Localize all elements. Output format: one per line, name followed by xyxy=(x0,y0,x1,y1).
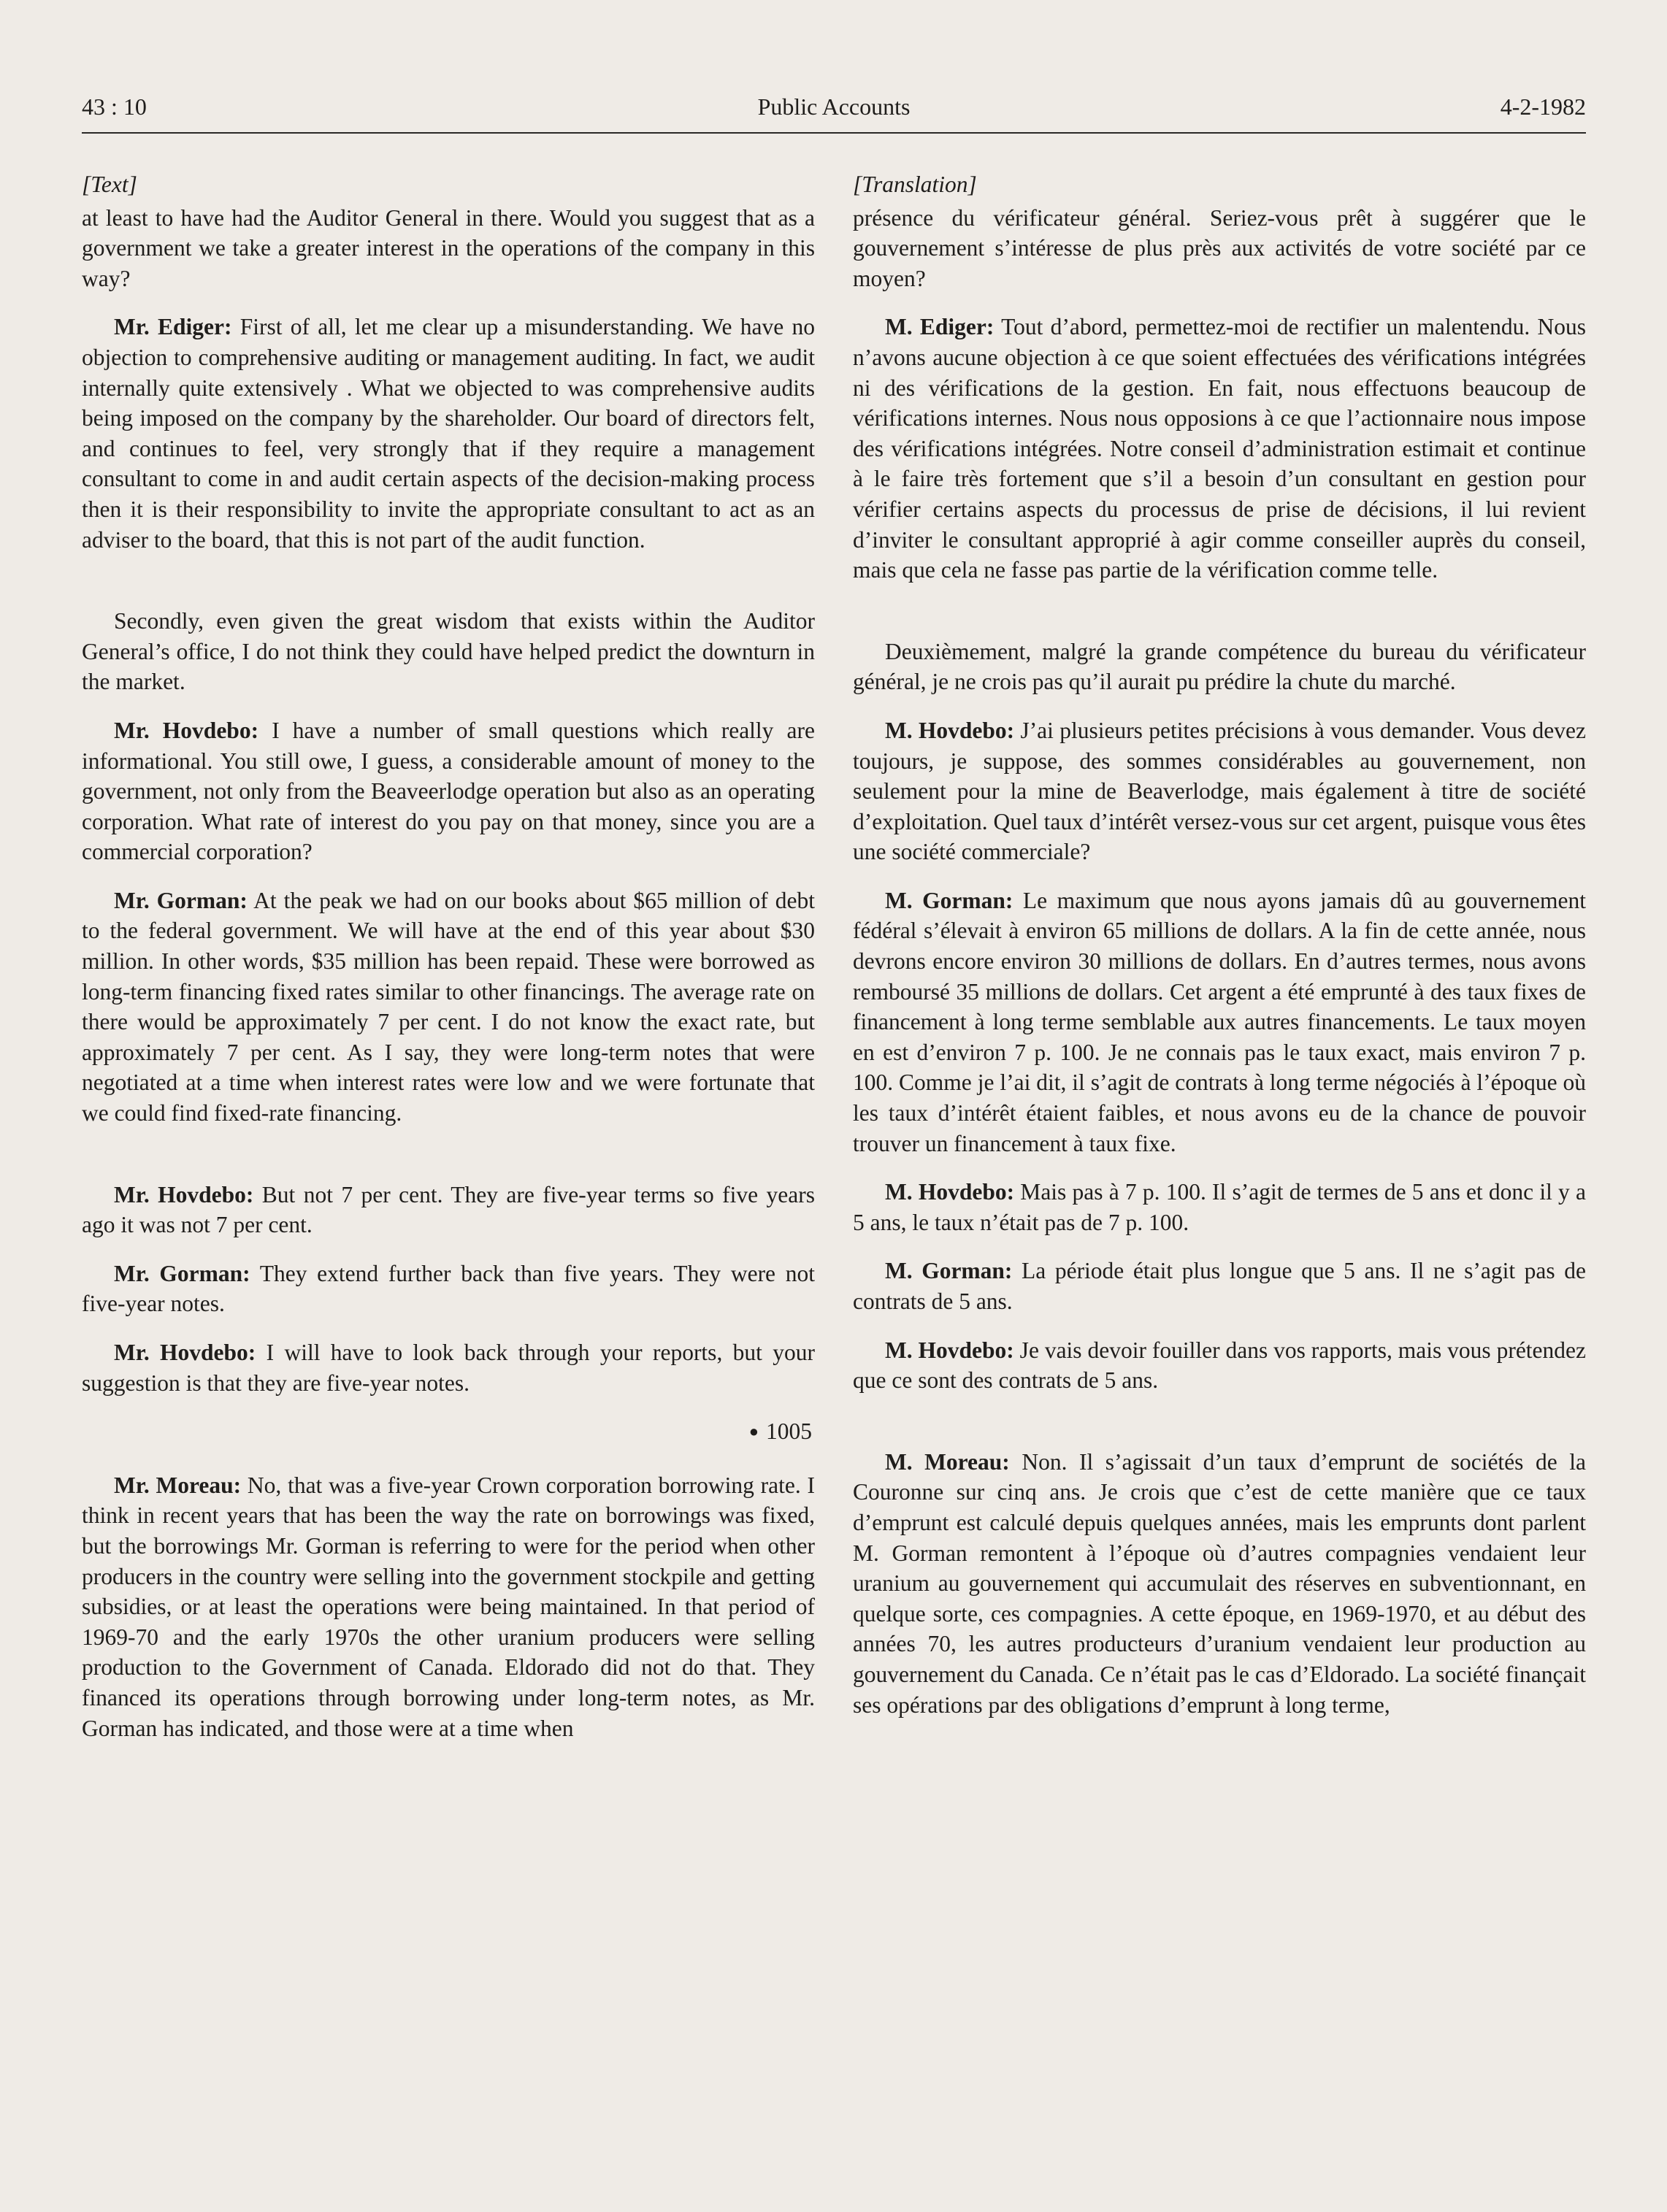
paragraph xyxy=(82,886,815,1129)
paragraph-text: I will have to look back through your reports, but your suggestion is that they are five-year notes. xyxy=(82,1340,815,1396)
paragraph xyxy=(82,203,815,294)
paragraph-text: Secondly, even given the great wisdom that exists within the Auditor General’s office, I do not think they could have helped predict the downturn in the market. xyxy=(82,608,815,695)
speaker-name: M. Gorman: xyxy=(885,1258,1013,1284)
timestamp xyxy=(82,1416,815,1447)
speaker-name: Mr. Hovdebo: xyxy=(114,1340,256,1365)
paragraph-text: J’ai plusieurs petites précisions à vous demander. Vous devez toujours, je suppose, des sommes considérables au gouvernement, non seulement pour la mine de Beaverlodge, mais également à titre de société d’exploitation. Quel taux d’intérêt versez-vous sur cet argent, puisque vous êtes une société commerciale? xyxy=(853,717,1586,865)
paragraph xyxy=(82,312,815,555)
speaker-name: Mr. Hovdebo: xyxy=(114,717,259,743)
paragraph-text: Deuxièmement, malgré la grande compétence du bureau du vérificateur général, je ne crois pas qu’il aurait pu prédire la chute du marché. xyxy=(853,638,1586,695)
paragraph-text: Mais pas à 7 p. 100. Il s’agit de termes de 5 ans et donc il y a 5 ans, le taux n’était pas de 7 p. 100. xyxy=(853,1179,1587,1235)
english-column xyxy=(82,169,815,1762)
text-label: [Text] xyxy=(82,172,137,197)
speaker-name: Mr. Hovdebo: xyxy=(114,1181,254,1207)
timestamp-text: 1005 xyxy=(766,1418,812,1445)
sitting-date: 4-2-1982 xyxy=(1500,93,1586,120)
speaker-name: Mr. Gorman: xyxy=(114,1260,250,1286)
paragraph-text: No, that was a five-year Crown corporation borrowing rate. I think in recent years that has been the way the rate on borrowings was fixed, but the borrowings Mr. Gorman is referring to were for the period when other producers in the country were selling into the government stockpile and getting subsidies, or at least the operations were being maintained. In that period of 1969-70 and the early 1970s the other uranium producers were selling production to the Government of Canada. Eldorado did not do that. They financed its operations through borrowing under long-term notes, as Mr. Gorman has indicated, and those were at a time when xyxy=(82,1472,815,1741)
paragraph-text: I have a number of small questions which really are informational. You still owe, I guess, a considerable amount of money to the government, not only from the Beaveerlodge operation but also as an operating corporation. What rate of interest do you pay on that money, since you are a commercial corporation? xyxy=(82,717,815,865)
paragraph xyxy=(853,1256,1586,1316)
paragraph xyxy=(82,606,815,697)
paragraph-text: Tout d’abord, permettez-moi de rectifier un malentendu. Nous n’avons aucune objection à ce que soient effectuées des vérifications intégrées ni des vérifications de la gestion. En fait, nous effectuons beaucoup de vérifications internes. Nous nous opposions à ce que l’actionnaire nous impose des vérifications intégrées. Notre conseil d’administration estimait et continue à le faire très fortement que s’il a besoin d’un consultant en gestion pour vérifier certains aspects du processus de prise de décisions, il lui revient d’inviter le consultant approprié à agir comme conseiller auprès du conseil, mais que cela ne fasse pas partie de la vérification comme telle. xyxy=(853,314,1587,583)
paragraph-text: at least to have had the Auditor General in there. Would you suggest that as a government we take a greater interest in the operations of the company in this way? xyxy=(82,204,815,291)
paragraph-text: But not 7 per cent. They are five-year terms so five years ago it was not 7 per cent. xyxy=(82,1181,815,1238)
paragraph xyxy=(853,715,1586,867)
paragraph xyxy=(853,637,1586,697)
paragraph xyxy=(853,312,1586,585)
paragraph xyxy=(82,715,815,867)
paragraph-text: Non. Il s’agissait d’un taux d’emprunt de sociétés de la Couronne sur cinq ans. Je crois que c’est de cette manière que ce taux d’emprunt est calculé depuis quelques années, mais les emprunts dont parlent M. Gorman remontent à l’époque où d’autres compagnies vendaient leur uranium au gouvernement qui accumulait des réserves en subventionnant, en quelque sorte, ces compagnies. A cette époque, en 1969-1970, et au début des années 70, les autres producteurs d’uranium vendaient leur production au gouvernement du Canada. Ce n’était pas le cas d’Eldorado. La société finançait ses opérations par des obligations d’emprunt à long terme, xyxy=(853,1448,1586,1718)
paragraph xyxy=(853,1177,1586,1237)
paragraph-text: Je vais devoir fouiller dans vos rapports, mais vous prétendez que ce sont des contrats de 5 ans. xyxy=(853,1337,1586,1394)
paragraph xyxy=(82,1337,815,1398)
speaker-name: M. Gorman: xyxy=(885,887,1013,913)
paragraph-text: présence du vérificateur général. Seriez-vous prêt à suggérer que le gouvernement s’intéresse de plus près aux activités de votre société par ce moyen? xyxy=(853,204,1586,291)
page-number: 43 : 10 xyxy=(82,93,147,120)
speaker-name: M. Hovdebo: xyxy=(885,1337,1014,1363)
header-rule xyxy=(82,132,1586,134)
speaker-name: Mr. Ediger: xyxy=(114,314,232,340)
speaker-name: M. Hovdebo: xyxy=(885,717,1015,743)
paragraph-text: First of all, let me clear up a misunderstanding. We have no objection to comprehensive auditing or management auditing. In fact, we audit internally quite extensively . What we objected to was comprehensive audits being imposed on the company by the shareholder. Our board of directors felt, and continues to feel, very strongly that if they require a management consultant to come in and audit certain aspects of the decision-making process then it is their responsibility to invite the appropriate consultant to act as an adviser to the board, that this is not part of the audit function. xyxy=(82,314,815,553)
speaker-name: Mr. Gorman: xyxy=(114,887,248,913)
french-column xyxy=(853,169,1586,1738)
bullet-icon: ● xyxy=(748,1422,759,1441)
page-header xyxy=(82,93,1586,130)
speaker-name: M. Hovdebo: xyxy=(885,1179,1015,1205)
paragraph-text: Le maximum que nous ayons jamais dû au gouvernement fédéral s’élevait à environ 65 millions de dollars. A la fin de cette année, nous devrons encore environ 30 millions de dollars. En d’autres termes, nous avons remboursé 35 millions de dollars. Cet argent a été emprunté à des taux fixes de financement à long terme semblable aux autres financements. Le taux moyen en est d’environ 7 p. 100. Je ne connais pas le taux exact, mais environ 7 p. 100. Comme je l’ai dit, il s’agit de contrats à long terme négociés à l’époque où les taux d’intérêt étaient faibles, et nous avons eu de la chance de pouvoir trouver un financement à taux fixe. xyxy=(853,887,1586,1156)
translation-label: [Translation] xyxy=(853,172,977,197)
paragraph-text: At the peak we had on our books about $65 million of debt to the federal government. We will have at the end of this year about $30 million. In other words, $35 million has been repaid. These were borrowed as long-term financing fixed rates similar to other financings. The average rate on there would be approximately 7 per cent. I do not know the exact rate, but approximately 7 per cent. As I say, they were long-term notes that were negotiated at a time when interest rates were low and we were fortunate that we could find fixed-rate financing. xyxy=(82,887,815,1126)
paragraph xyxy=(82,1180,815,1240)
paragraph xyxy=(853,203,1586,294)
speaker-name: M. Ediger: xyxy=(885,314,995,340)
paragraph xyxy=(853,886,1586,1159)
paragraph-text: They extend further back than five years. They were not five-year notes. xyxy=(82,1260,815,1317)
paragraph xyxy=(82,1259,815,1319)
paragraph xyxy=(853,1335,1586,1396)
committee-title: Public Accounts xyxy=(757,93,911,120)
paragraph xyxy=(853,1447,1586,1720)
paragraph-text: La période était plus longue que 5 ans. Il ne s’agit pas de contrats de 5 ans. xyxy=(853,1258,1586,1314)
speaker-name: M. Moreau: xyxy=(885,1448,1010,1475)
speaker-name: Mr. Moreau: xyxy=(114,1472,242,1498)
paragraph xyxy=(82,1470,815,1743)
